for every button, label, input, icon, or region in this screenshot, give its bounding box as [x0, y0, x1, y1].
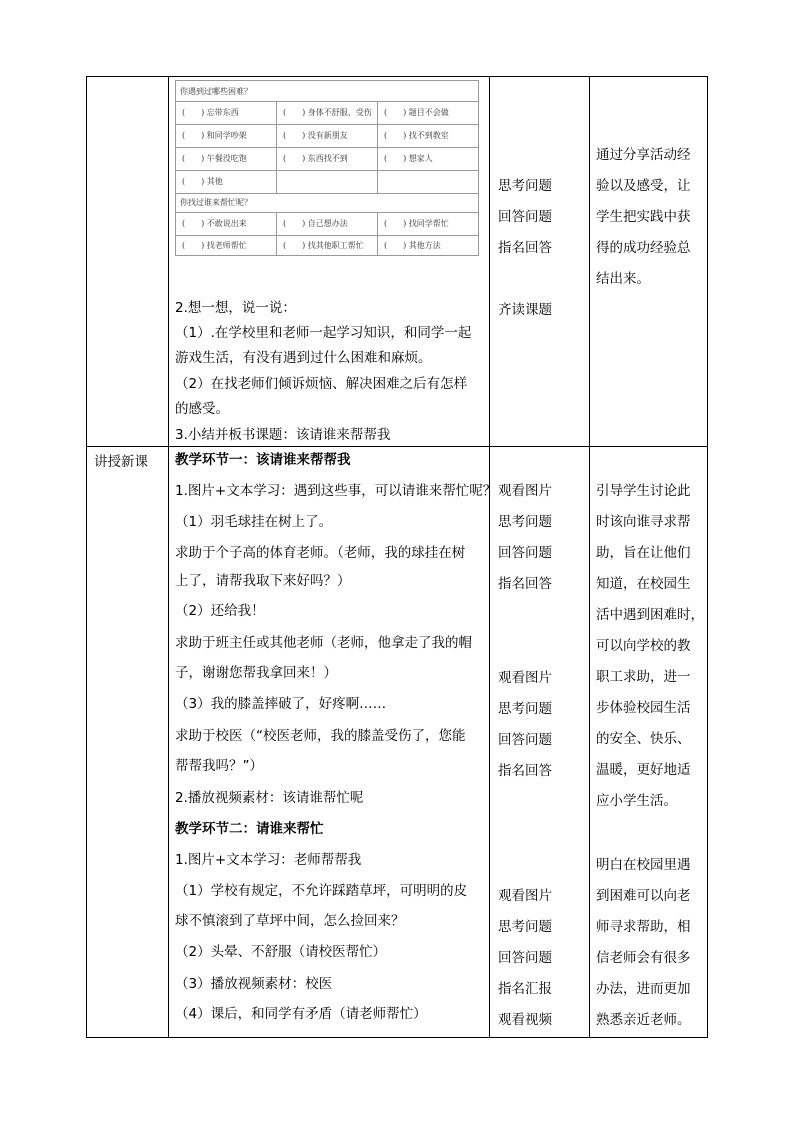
activity-item: 指名回答	[498, 763, 552, 779]
content-line: 求助于班主任或其他老师（老师，他拿走了我的帽	[175, 635, 472, 651]
survey-option: ( ) 忘带东西	[176, 101, 277, 124]
activity-item: 思考问题	[498, 178, 552, 194]
activity-item: 观看图片	[498, 888, 552, 904]
content-line: （2）头晕、不舒服（请校医帮忙）	[175, 944, 387, 960]
activity-item: 观看视频	[498, 1012, 552, 1028]
discussion-line: 的感受。	[175, 401, 229, 417]
content-line: （1）学校有规定，不允许踩踏草坪，可明明的皮	[175, 883, 468, 899]
survey-option: ( ) 题目不会做	[384, 108, 449, 117]
student-activities-top	[498, 171, 552, 318]
content-line: 1.图片+文本学习：遇到这些事，可以请谁来帮忙呢？	[175, 483, 497, 499]
activity-item: 回答问题	[498, 545, 552, 561]
survey-option: ( ) 午餐没吃饱	[176, 147, 277, 170]
design-intent-1	[596, 476, 704, 817]
survey-option: ( ) 自己想办法	[277, 212, 378, 235]
activity-item: 指名汇报	[498, 981, 552, 997]
student-activities-3	[498, 881, 552, 1036]
student-activities-1	[498, 476, 552, 600]
intent-line: 明白在校园里遇	[596, 857, 691, 873]
intent-line: 活中遇到困难时，	[596, 607, 704, 623]
intent-line: 时该向谁寻求帮	[596, 514, 691, 530]
activity-item: 观看图片	[498, 483, 552, 499]
survey-option: ( ) 其他方法	[384, 241, 441, 250]
intent-line: 得的成功经验总	[596, 240, 691, 256]
intent-line: 应小学生活。	[596, 793, 677, 809]
intent-line: 办法，进而更加	[596, 981, 691, 997]
intent-line: 引导学生讨论此	[596, 483, 691, 499]
survey-option: ( ) 找老师帮忙	[176, 235, 277, 256]
intent-line: 师寻求帮助，相	[596, 919, 691, 935]
content-line: 求助于校医（“校医老师，我的膝盖受伤了，您能	[175, 728, 466, 744]
design-intent-2	[596, 850, 704, 1036]
content-line: 求助于个子高的体育老师。（老师，我的球挂在树	[175, 545, 466, 561]
activity-item: 回答问题	[498, 950, 552, 966]
content-line: 子，谢谢您帮我拿回来！）	[175, 665, 337, 681]
survey-option: ( ) 不敢说出来	[176, 212, 277, 235]
intent-line: 助，旨在让他们	[596, 545, 691, 561]
intent-line: 知道，在校园生	[596, 576, 691, 592]
survey-option: ( ) 找同学帮忙	[384, 219, 449, 228]
activity-item: 回答问题	[498, 209, 552, 225]
content-line: （3）我的膝盖摔破了，好疼啊……	[175, 696, 387, 712]
activity-item: 回答问题	[498, 732, 552, 748]
content-line: （4）课后，和同学有矛盾（请老师帮忙）	[175, 1006, 427, 1022]
intent-line: 可以向学校的教	[596, 638, 691, 654]
intent-line: 温暖，更好地适	[596, 762, 691, 778]
discussion-line: （1）.在学校里和老师一起学习知识，和同学一起	[175, 325, 472, 341]
content-line: （2）还给我！	[175, 603, 265, 619]
survey-option: ( ) 找其他职工帮忙	[277, 235, 378, 256]
intent-line: 信老师会有很多	[596, 950, 691, 966]
content-line: 帮帮我吗？”）	[175, 758, 263, 774]
column-divider	[168, 77, 169, 1037]
content-line: 球不慎滚到了草坪中间，怎么捡回来？	[175, 913, 405, 929]
content-line: （3）播放视频素材：校医	[175, 976, 333, 992]
column-divider	[589, 77, 590, 1037]
intent-line: 职工求助，进一	[596, 669, 691, 685]
survey-table-image	[175, 80, 479, 256]
intent-line: 到困难可以向老	[596, 888, 691, 904]
intent-line: 的安全、快乐、	[596, 731, 691, 747]
survey-empty	[277, 170, 378, 193]
activity-item: 思考问题	[498, 701, 552, 717]
teaching-link-1-title: 教学环节一：该请谁来帮帮我	[175, 452, 351, 468]
activity-item: 思考问题	[498, 919, 552, 935]
design-intent-top	[596, 140, 704, 295]
section-label: 讲授新课	[94, 454, 148, 470]
teaching-link-2-title: 教学环节二：请谁来帮忙	[175, 821, 324, 837]
intent-line: 学生把实践中获	[596, 209, 691, 225]
survey-option: ( ) 身体不舒服、受伤	[277, 101, 378, 124]
column-divider	[489, 77, 490, 1037]
discussion-heading: 2.想一想，说一说：	[175, 300, 296, 316]
content-line: 上了，请帮我取下来好吗？）	[175, 573, 351, 589]
survey-option: ( ) 其他	[176, 170, 277, 193]
content-line: 1.图片+文本学习：老师帮帮我	[175, 852, 362, 868]
intent-line: 结出来。	[596, 271, 650, 287]
summary-line: 3.小结并板书课题：该请谁来帮帮我	[175, 427, 391, 443]
intent-line: 通过分享活动经	[596, 147, 691, 163]
content-line: 2.播放视频素材：该请谁帮忙呢	[175, 790, 364, 806]
intent-line: 步体验校园生活	[596, 700, 691, 716]
survey-option: ( ) 找不到教室	[384, 131, 449, 140]
intent-line: 熟悉亲近老师。	[596, 1012, 691, 1028]
survey-option: ( ) 和同学吵架	[176, 124, 277, 147]
discussion-line: （2）在找老师们倾诉烦恼、解决困难之后有怎样	[175, 376, 468, 392]
activity-item: 指名回答	[498, 576, 552, 592]
activity-item: 指名回答	[498, 240, 552, 256]
discussion-line: 游戏生活，有没有遇到过什么困难和麻烦。	[175, 350, 432, 366]
survey-option: ( ) 没有新朋友	[277, 124, 378, 147]
content-line: （1）羽毛球挂在树上了。	[175, 514, 333, 530]
student-activities-2	[498, 663, 552, 787]
activity-item: 观看图片	[498, 670, 552, 686]
survey-option: ( ) 想家人	[384, 154, 433, 163]
survey-question-1: 你遇到过哪些困难？	[180, 86, 252, 96]
activity-item: 齐读课题	[498, 302, 552, 318]
activity-item: 思考问题	[498, 514, 552, 530]
intent-line: 验以及感受，让	[596, 178, 691, 194]
row-divider	[87, 446, 707, 447]
survey-question-2: 你找过谁来帮忙呢？	[180, 198, 252, 207]
survey-option: ( ) 东西找不到	[277, 147, 378, 170]
